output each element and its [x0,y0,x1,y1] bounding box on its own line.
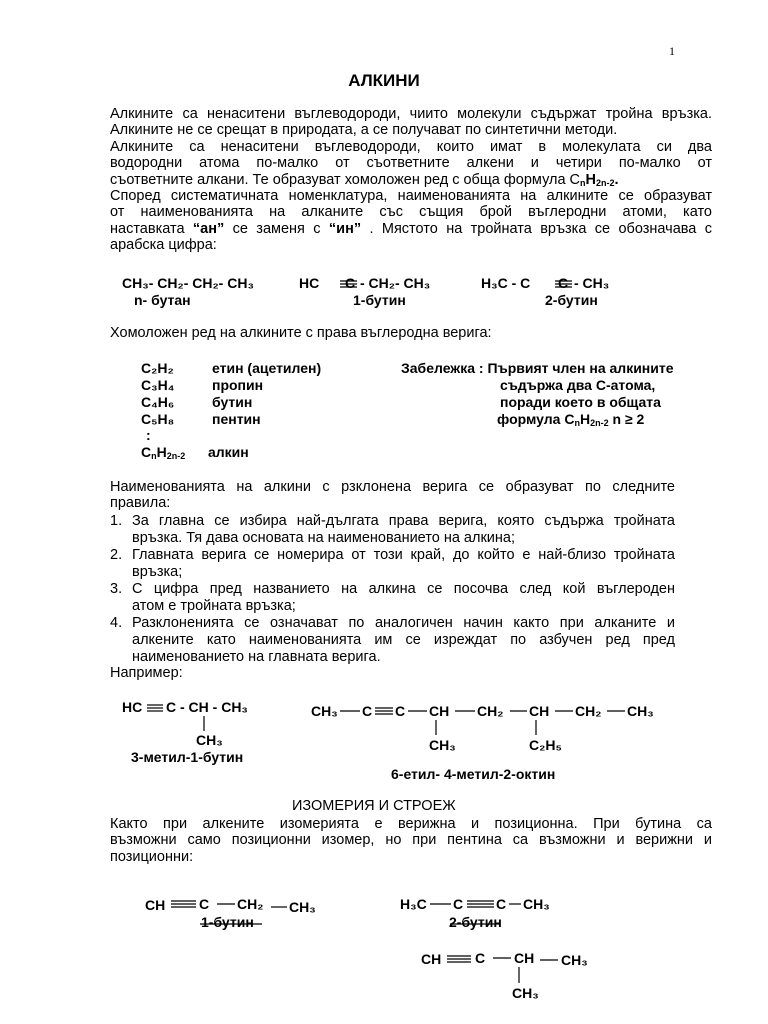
isomer-line: възможни само позиционни изомер, но при пентина са възможни и верижни и [110,832,712,849]
iso3-ch: CH [421,951,442,967]
iso1-ch: CH [145,897,166,913]
note-line: съдържа два C-атома, [500,377,656,393]
list-item: 2. Главната верига се номерира от този край, до който е най-близо тройната връзка; [110,547,675,580]
page-title: АЛКИНИ [348,71,420,90]
ex2-c1: C [362,703,373,719]
homolog-name: бутин [212,394,253,410]
branched-intro-line: правила: [110,495,171,512]
note-line: Забележка : Първият член на алкините [401,360,674,376]
list-item: 1. За главна се избира най-дългата права верига, която съдържа тройната връзка. Тя дава основата на наименованието на алкина; [110,513,675,546]
butyne2-name: 2-бутин [545,292,598,308]
iso3-chm: CH [514,950,535,966]
butyne2-left: H₃C - C [481,275,531,291]
ex2-ch3-left: CH₃ [311,703,338,719]
homolog-formula: C₂H₂ [141,360,174,376]
iso1-name: 1-бутин [201,914,254,930]
intro-line: Алкините са ненаситени въглеводороди, които имат в молекулата си два [110,138,712,155]
butane-name: n- бутан [134,292,191,308]
intro-line: Според систематичната номенклатура, наименованията на алкините се образуват [110,188,712,205]
ex2-branch-methyl: CH₃ [429,737,456,753]
butyne1-name: 1-бутин [353,292,406,308]
intro-line: арабска цифра: [110,237,217,254]
butyne1-rest: - CH₂- CH₃ [360,275,431,291]
iso1-ch3: CH₃ [289,899,316,915]
note-line-formula: формула $C_nH_{2n-2}$ n ≥ 2 [497,411,645,428]
iso2-h3c: H₃C [400,896,427,912]
iso1-c: C [199,896,210,912]
butane-formula: CH₃- CH₂- CH₂- CH₃ [122,275,254,291]
ex2-c2: C [395,703,406,719]
homolog-dots: : [146,427,151,443]
butyne1-hc: HC [299,275,320,291]
butyne2-c: C [558,275,569,291]
homolog-name: пропин [212,377,264,393]
isomer-line: Както при алкените изомерията е верижна и позиционна. При бутина са [110,816,712,832]
iso2-c2: C [496,896,507,912]
isomer-line: позиционни: [110,848,194,865]
iso3-ch3: CH₃ [561,952,588,968]
intro-line: водородни атома по-малко от съответните алкени и четири по-малко от [110,155,712,172]
homolog-general-name: алкин [208,444,249,460]
ex1-name: 3-метил-1-бутин [131,749,244,765]
list-item: 3. С цифра пред названието на алкина се посочва след кой въглероден атом е тройната връзка; [110,581,675,614]
branched-intro-line: Наименованията на алкини с рзклонена верига се образуват по следните [110,479,675,495]
ex1-branch: CH₃ [196,732,223,748]
ex2-ch1: CH [429,703,450,719]
intro-line-suffix: наставката “ан” се заменя с “ин” . Мястото на тройната връзка се обозначава с [110,220,712,237]
example-label: Например: [110,665,183,681]
intro-line: Алкините не се срещат в природата, а се получават по синтетични методи. [110,122,618,139]
ex2-name: 6-етил- 4-метил-2-октин [391,766,556,782]
butyne1-c: C [345,275,356,291]
intro-line: Алкините са ненаситени въглеводороди, чиито молекули съдържат тройна връзка. [110,106,712,122]
ex1-chain: C - CH - CH₃ [166,699,248,715]
iso3-c: C [475,950,486,966]
isomer-heading: ИЗОМЕРИЯ И СТРОЕЖ [292,798,456,814]
ex1-hc: HC [122,699,143,715]
list-item: 4. Разклоненията се означават по аналогичен начин както при алканите и алкените като наименованията им се изреждат по азбучен ред пред наименованието на главната верига. [110,615,675,665]
ex2-ch2a: CH₂ [477,703,504,719]
iso1-ch2: CH₂ [237,896,264,912]
homolog-formula: C₃H₄ [141,377,175,393]
homolog-formula: C₅H₈ [141,411,175,427]
iso2-ch3: CH₃ [523,896,550,912]
intro-line-formula: съответните алкани. Те образуват хомоложен ред с обща формула $C_nH_{2n-2}$. [110,171,619,188]
ex2-branch-ethyl: C₂H₅ [529,737,562,753]
homolog-heading: Хомоложен ред на алкините с права въглеродна верига: [110,325,492,341]
homolog-name: пентин [212,411,261,427]
note-line: поради което в общата [500,394,661,410]
ex2-ch2: CH [529,703,550,719]
page-number: 1 [669,44,675,58]
ex2-ch2b: CH₂ [575,703,602,719]
iso2-c1: C [453,896,464,912]
homolog-general-formula: $C_nH_{2n-2}$ [141,444,186,461]
butyne2-rest: - CH₃ [574,275,610,291]
homolog-name: етин (ацетилен) [212,360,322,376]
homolog-formula: C₄H₆ [141,394,175,410]
ex2-ch3-right: CH₃ [627,703,654,719]
iso3-branch: CH₃ [512,985,539,1001]
iso2-name: 2-бутин [449,914,502,930]
intro-line: от наименованията на алканите със същия брой въглеродни атоми, като [110,204,712,221]
